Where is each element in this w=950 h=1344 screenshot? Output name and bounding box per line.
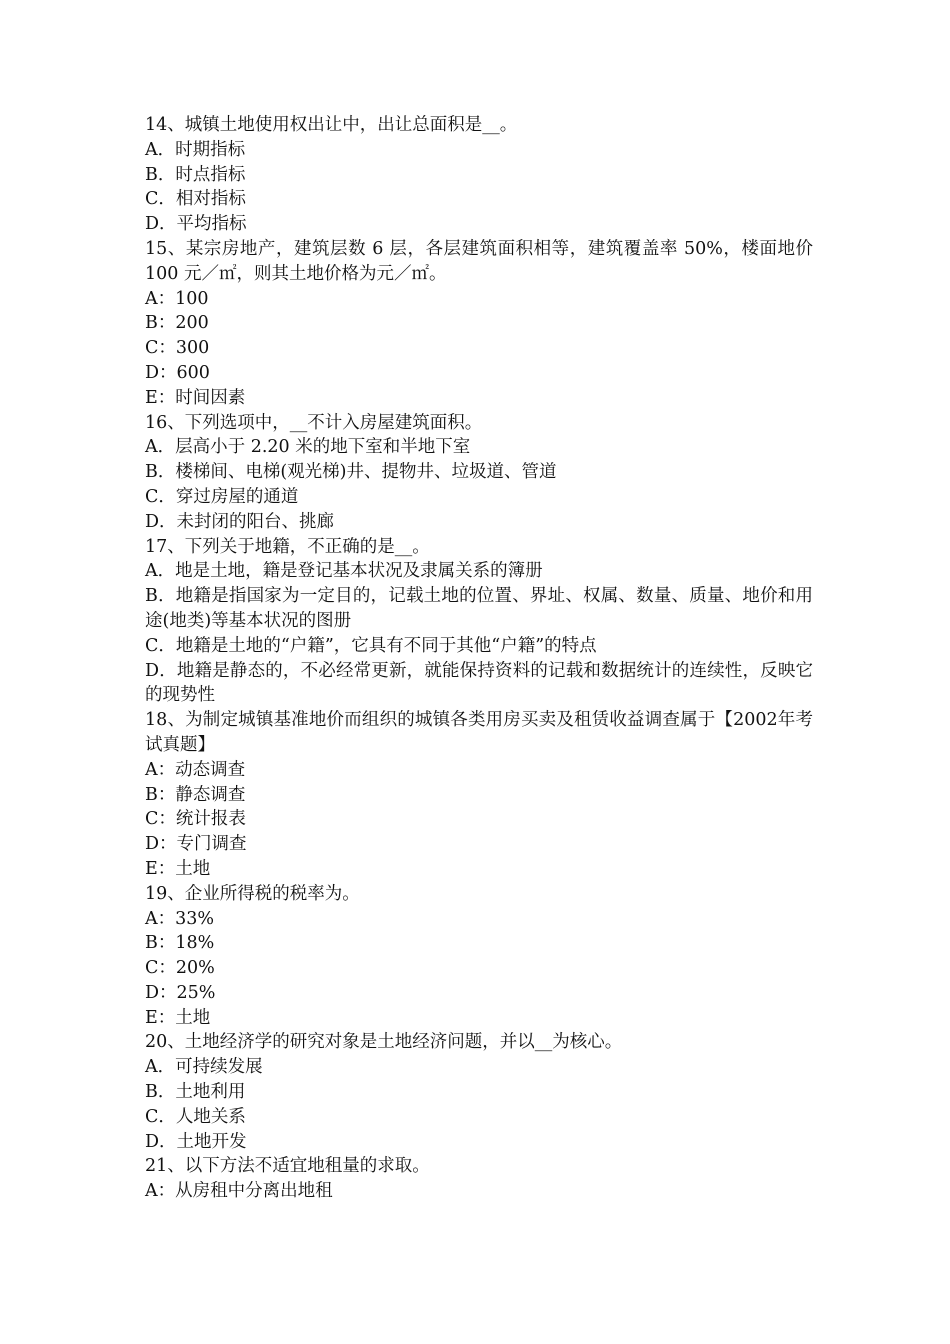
answer-option: E：土地 <box>145 858 211 879</box>
question-stem: 15、某宗房地产，建筑层数 6 层，各层建筑面积相等，建筑覆盖率 50%，楼面地价 100 元／㎡，则其土地价格为元／㎡。 <box>145 238 813 284</box>
answer-option: D．未封闭的阳台、挑廊 <box>145 511 335 532</box>
answer-option: C：统计报表 <box>145 809 246 830</box>
answer-option: B．土地利用 <box>145 1082 246 1103</box>
answer-option: B．楼梯间、电梯(观光梯)井、提物井、垃圾道、管道 <box>145 462 557 483</box>
answer-option: C．地籍是土地的“户籍”，它具有不同于其他“户籍”的特点 <box>145 635 597 656</box>
question-stem: 21、以下方法不适宜地租量的求取。 <box>145 1156 430 1177</box>
answer-option: A．层高小于 2.20 米的地下室和半地下室 <box>145 437 471 458</box>
answer-option: B：静态调查 <box>145 784 246 805</box>
answer-option: D：专门调查 <box>145 834 247 855</box>
answer-option: D．地籍是静态的，不必经常更新，就能保持资料的记载和数据统计的连续性，反映它的现势性 <box>145 660 813 706</box>
question-stem: 17、下列关于地籍，不正确的是__。 <box>145 536 430 557</box>
answer-option: B：18% <box>145 933 215 954</box>
answer-option: C．穿过房屋的通道 <box>145 486 299 507</box>
answer-option: D．土地开发 <box>145 1131 247 1152</box>
question-stem: 20、土地经济学的研究对象是土地经济问题，并以__为核心。 <box>145 1032 623 1053</box>
answer-option: B：200 <box>145 313 209 334</box>
answer-option: A．时期指标 <box>145 139 246 160</box>
question-stem: 19、企业所得税的税率为。 <box>145 883 360 904</box>
answer-option: A：33% <box>145 908 215 929</box>
answer-option: D：600 <box>145 362 210 383</box>
answer-option: D：25% <box>145 982 216 1003</box>
question-stem: 14、城镇土地使用权出让中，出让总面积是__。 <box>145 115 518 135</box>
answer-option: B．地籍是指国家为一定目的，记载土地的位置、界址、权属、数量、质量、地价和用途(地类)等基本状况的图册 <box>145 586 813 631</box>
answer-option: E：时间因素 <box>145 387 246 408</box>
question-list <box>145 113 813 1204</box>
answer-option: C．相对指标 <box>145 189 246 210</box>
answer-option: D．平均指标 <box>145 214 247 235</box>
answer-option: E：土地 <box>145 1007 211 1028</box>
answer-option: A．可持续发展 <box>145 1057 263 1078</box>
answer-option: A：动态调查 <box>145 759 246 780</box>
answer-option: A：100 <box>145 288 209 309</box>
answer-option: A：从房租中分离出地租 <box>145 1181 333 1202</box>
question-stem: 18、为制定城镇基准地价而组织的城镇各类用房买卖及租赁收益调查属于【2002年考试真题】 <box>145 710 813 755</box>
answer-option: B．时点指标 <box>145 164 246 185</box>
question-stem: 16、下列选项中，__不计入房屋建筑面积。 <box>145 412 483 433</box>
answer-option: A．地是土地，籍是登记基本状况及隶属关系的簿册 <box>145 561 543 582</box>
answer-option: C．人地关系 <box>145 1106 246 1127</box>
answer-option: C：20% <box>145 958 215 979</box>
answer-option: C：300 <box>145 338 210 359</box>
